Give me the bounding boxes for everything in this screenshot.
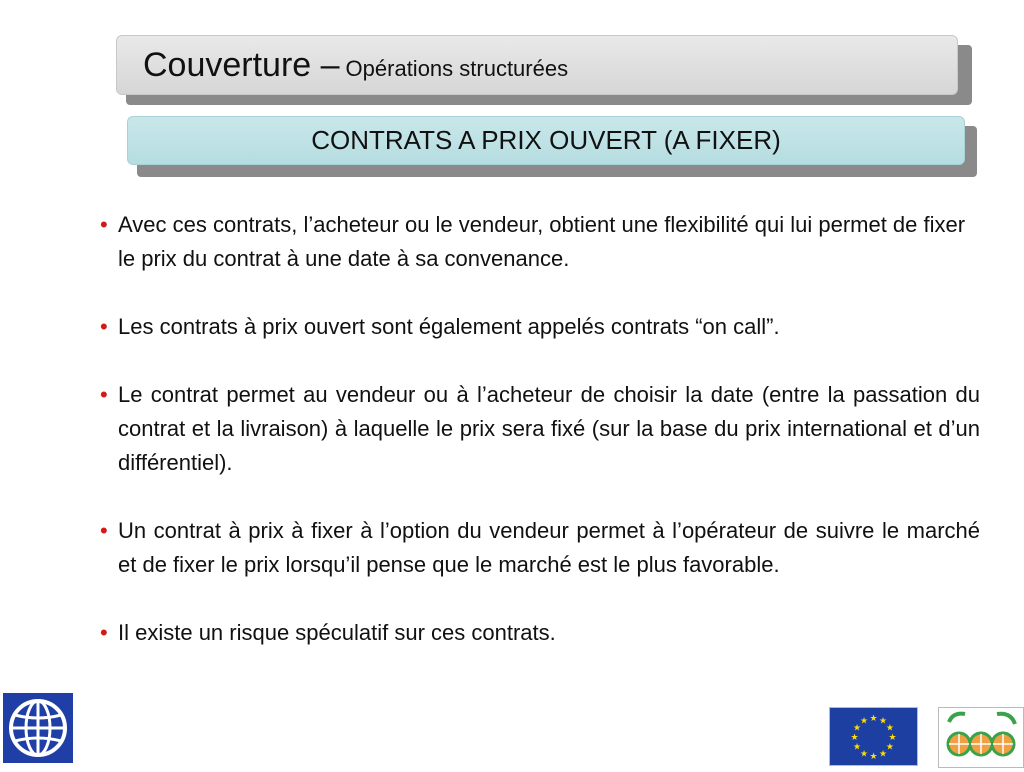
- svg-text:★: ★: [869, 713, 878, 723]
- section-heading: CONTRATS A PRIX OUVERT (A FIXER): [127, 116, 965, 165]
- acp-logo-icon: [938, 707, 1024, 768]
- bullet-item: • Le contrat permet au vendeur ou à l’acheteur de choisir la date (entre la passation du contrat et la livraison) à laquelle le prix sera fixé (sur la base du prix international et d’un différentiel).: [98, 378, 980, 480]
- bullet-item: • Les contrats à prix ouvert sont également appelés contrats “on call”.: [98, 310, 980, 344]
- svg-text:★: ★: [869, 751, 878, 761]
- svg-text:★: ★: [888, 732, 897, 742]
- bullet-item: • Il existe un risque spéculatif sur ces contrats.: [98, 616, 980, 650]
- bullet-list: [98, 208, 980, 684]
- page-title: Couverture –: [143, 45, 340, 84]
- page-subtitle: Opérations structurées: [345, 56, 569, 81]
- svg-text:★: ★: [850, 732, 859, 742]
- world-bank-globe-icon: [3, 693, 73, 763]
- title-box: [116, 35, 958, 95]
- title-banner: [116, 35, 972, 107]
- svg-text:★: ★: [853, 722, 862, 733]
- svg-text:★: ★: [859, 748, 869, 759]
- bullet-item: • Avec ces contrats, l’acheteur ou le vendeur, obtient une flexibilité qui lui permet de fixer le prix du contrat à une date à sa convenance.: [98, 208, 980, 276]
- section-banner: [127, 116, 977, 178]
- bullet-item: • Un contrat à prix à fixer à l’option du vendeur permet à l’opérateur de suivre le marché et de fixer le prix lorsqu’il pense que le marché est le plus favorable.: [98, 514, 980, 582]
- svg-text:★: ★: [885, 741, 894, 752]
- svg-text:★: ★: [878, 748, 888, 759]
- svg-text:★: ★: [878, 715, 888, 726]
- svg-text:★: ★: [853, 741, 862, 752]
- eu-flag-icon: [829, 707, 918, 766]
- svg-text:★: ★: [859, 715, 869, 726]
- svg-text:★: ★: [885, 722, 894, 733]
